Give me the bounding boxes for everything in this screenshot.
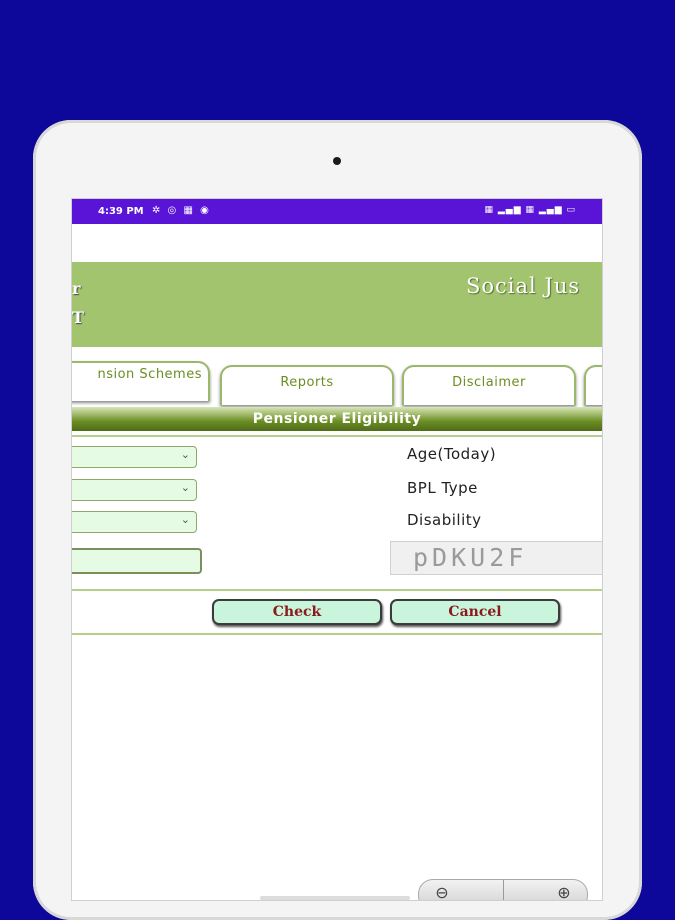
- status-bar: [72, 199, 602, 224]
- check-button[interactable]: Check: [212, 599, 382, 625]
- tab-reports[interactable]: Reports: [220, 365, 394, 405]
- device-screen: [72, 199, 602, 900]
- tab-pension-schemes[interactable]: nsion Schemes: [72, 361, 210, 401]
- age-select[interactable]: [72, 446, 197, 468]
- eligibility-form: [72, 435, 602, 591]
- captcha-input[interactable]: [72, 548, 202, 574]
- banner-title: Social Jus: [466, 274, 581, 298]
- zoom-divider: [503, 880, 504, 900]
- banner-logo-fragment-2: T: [72, 308, 84, 327]
- captcha-image: pDKU2F: [390, 541, 602, 575]
- cancel-button[interactable]: Cancel: [390, 599, 560, 625]
- tab-more[interactable]: [584, 365, 602, 405]
- nav-tabs: [72, 357, 602, 405]
- header-banner: [72, 262, 602, 347]
- action-row: [72, 589, 602, 635]
- app-bar: [72, 224, 602, 262]
- status-left-icons: ✲ ◎ ▦ ◉: [152, 205, 211, 216]
- chevron-down-icon: ⌄: [180, 448, 190, 461]
- front-camera: [333, 157, 341, 165]
- status-right-icons: ▦ ▂▄▆ ▦ ▂▄▆ ▭: [484, 205, 576, 215]
- zoom-in-icon[interactable]: ⊕: [557, 883, 571, 900]
- chevron-down-icon: ⌄: [180, 513, 190, 526]
- tab-disclaimer[interactable]: Disclaimer: [402, 365, 576, 405]
- disability-select[interactable]: [72, 511, 197, 533]
- chevron-down-icon: ⌄: [180, 481, 190, 494]
- disability-label: Disability: [407, 511, 482, 529]
- zoom-controls: [418, 879, 588, 900]
- section-title: Pensioner Eligibility: [72, 407, 602, 431]
- age-label: Age(Today): [407, 445, 497, 463]
- bpl-type-select[interactable]: [72, 479, 197, 501]
- bpl-type-label: BPL Type: [407, 479, 478, 497]
- home-indicator: [260, 896, 410, 900]
- status-time: 4:39 PM: [98, 206, 144, 217]
- zoom-out-icon[interactable]: ⊖: [435, 883, 449, 900]
- banner-logo-fragment: r: [72, 279, 81, 298]
